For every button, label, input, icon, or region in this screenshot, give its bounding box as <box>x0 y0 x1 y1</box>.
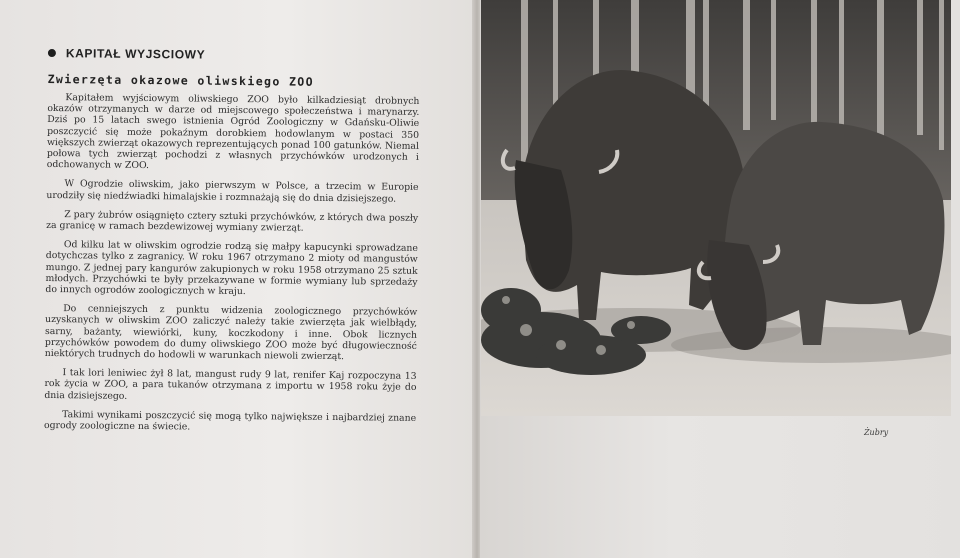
paragraph: W Ogrodzie oliwskim, jako pierwszym w Polsce, a trzecim w Europie urodziły się niedźwiadki himalajskie i rozmnażają się do dnia dzisiejszego. <box>46 178 419 205</box>
paragraph: I tak lori leniwiec żył 8 lat, mangust rudy 9 lat, renifer Kaj rozpoczyna 13 rok życia w ZOO, a para tukanów otrzymana z importu w 1958 roku żyje do dnia dzisiejszego. <box>44 367 417 402</box>
left-page-content <box>44 46 420 443</box>
section-heading: KAPITAŁ WYJSCIOWY <box>65 46 206 62</box>
paragraph: Do cenniejszych z punktu widzenia zoologicznego przychówków uzyskanych w oliwskim ZOO zaliczyć należy takie zwierzęta jak wielbłądy, sarny, bażanty, wiewiórki, kuny, koczkodony i inne. Obok licznych przychówków powodem do dumy oliwskiego ZOO może być długowieczność niektórych trudnych do hodowli w warunkach niewoli zwierząt. <box>44 303 418 363</box>
bullet-icon <box>48 49 56 57</box>
section-heading-row <box>48 46 420 64</box>
photo-caption: Żubry <box>864 428 889 437</box>
paragraph: Kapitałem wyjściowym oliwskiego ZOO było kilkadziesiąt drobnych okazów otrzymanych w darze od miejscowego społeczeństwa i marynarzy. Dziś po 15 latach swego istnienia Ogród Zoologiczny w Gdańsku-Oliwie poszczycić się może pokaźnym dorobkiem hodowlanym w postaci 350 większych zwierząt okazowych reprezentujących ponad 100 gatunków. Niemal połowa tych zwierząt pochodzi z własnych przychówków urodzonych i odchowanych w ZOO. <box>46 92 420 172</box>
article-subheading: Zwierzęta okazowe oliwskiego ZOO <box>47 71 315 89</box>
paragraph: Od kilku lat w oliwskim ogrodzie rodzą się małpy kapucynki sprowadzane dotychczas tylko z zagranicy. W roku 1967 otrzymano 2 mioty od mangustów mungo. Z jednej pary kangurów zakupionych w roku 1958 otrzymano 25 sztuk młodych. Przychówki te były przekazywane w formie wymiany lub sprzedaży do innych ogrodów zoologicznych w kraju. <box>45 239 418 298</box>
bison-photo-illustration <box>481 0 951 416</box>
paragraph: Z pary żubrów osiągnięto cztery sztuki przychówków, z których dwa poszły za granicę w ramach bezdewizowej wymiany zwierząt. <box>46 209 419 234</box>
paragraph: Takimi wynikami poszczycić się mogą tylko największe i najbardziej znane ogrody zoologiczne na świecie. <box>43 409 417 433</box>
left-page <box>0 0 474 558</box>
bison-photo <box>481 0 951 416</box>
